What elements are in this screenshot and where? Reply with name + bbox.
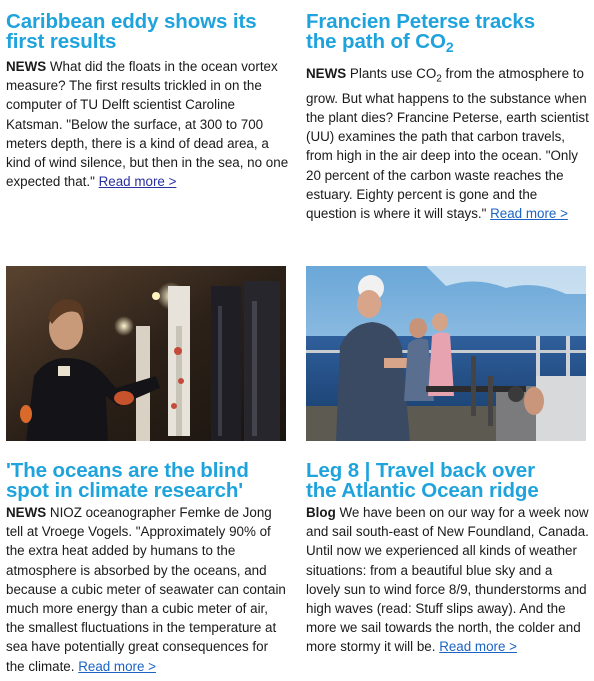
article-body: What did the floats in the ocean vortex measure? The first results trickled in on the computer of TU Delft scientist Caroline Katsman. "Below the surface, at 300 to 700 meters depth, there is a kind of dead area, a kind of wind silence, but then in the sea, no one expected that." — [6, 59, 289, 190]
article-body: We have been on our way for a week now and sail south-east of New Foundland, Canada. Until now we experienced all kinds of weather situations: from a beautiful blue sky and a lovely sun to wind force 8/9, thunderstorms and high waves (read: Stuff slips away). And the more we sail towards the north, the colder and more stormy it will be. — [306, 505, 589, 655]
article-title-line-1[interactable]: Leg 8 | Travel back over — [306, 459, 535, 482]
read-more-link[interactable]: Read more > — [490, 206, 568, 222]
photo-ship-deck-image — [306, 266, 586, 441]
article-title-line-2[interactable]: spot in climate research' — [6, 479, 244, 502]
article-title-line-1[interactable]: Caribbean eddy shows its — [6, 10, 257, 33]
article-title[interactable] — [306, 461, 590, 501]
article-caribbean-eddy — [6, 12, 290, 191]
article-title[interactable] — [6, 12, 290, 52]
photo-scientist-image — [6, 266, 286, 441]
article-title-line-1[interactable]: Francien Peterse tracks — [306, 10, 536, 33]
article-summary — [306, 503, 590, 657]
article-title-line-1[interactable]: 'The oceans are the blind — [6, 459, 249, 482]
article-summary — [306, 64, 590, 223]
article-title[interactable] — [6, 461, 290, 501]
article-tag: NEWS — [6, 505, 47, 520]
article-body: NIOZ oceanographer Femke de Jong tell at Vroege Vogels. "Approximately 90% of the extra heat added by humans to the atmosphere is absorbed by the oceans, and because a cubic meter of seawater can contain much more energy than a cubic meter of air, the smallest fluctuations in the temperature at sea have potentially great consequences for the climate. — [6, 505, 286, 674]
article-summary — [6, 503, 290, 676]
read-more-link[interactable]: Read more > — [439, 639, 517, 655]
article-body-part-1: Plants use CO — [346, 66, 437, 81]
article-body-subscript: 2 — [436, 73, 442, 85]
article-title[interactable] — [306, 12, 590, 57]
read-more-link[interactable]: Read more > — [98, 174, 177, 190]
article-summary — [6, 57, 290, 191]
article-title-line-2[interactable]: first results — [6, 30, 117, 53]
read-more-link[interactable]: Read more > — [78, 658, 156, 674]
article-tag: NEWS — [6, 59, 47, 74]
article-title-line-2[interactable]: the Atlantic Ocean ridge — [306, 479, 539, 502]
article-title-line-2[interactable]: the path of CO — [306, 30, 446, 53]
article-photo-scientist[interactable] — [6, 266, 286, 441]
article-title-subscript: 2 — [445, 39, 454, 55]
article-oceans-blind-spot — [6, 461, 290, 676]
article-photo-ship-deck[interactable] — [306, 266, 586, 441]
article-tag: Blog — [306, 505, 336, 520]
article-body-part-2: from the atmosphere to grow. But what happens to the substance when the plant dies? Francine Peterse, earth scientist (UU) examines the path that carbon travels, from high in the air deep into the ocean. "Only 20 percent of the carbon waste reaches the estuary. Eighty percent is gone and the question is where it will stays." — [306, 66, 589, 222]
article-tag: NEWS — [306, 66, 347, 81]
article-francien-peterse — [306, 12, 590, 223]
article-leg-8-blog — [306, 461, 590, 657]
